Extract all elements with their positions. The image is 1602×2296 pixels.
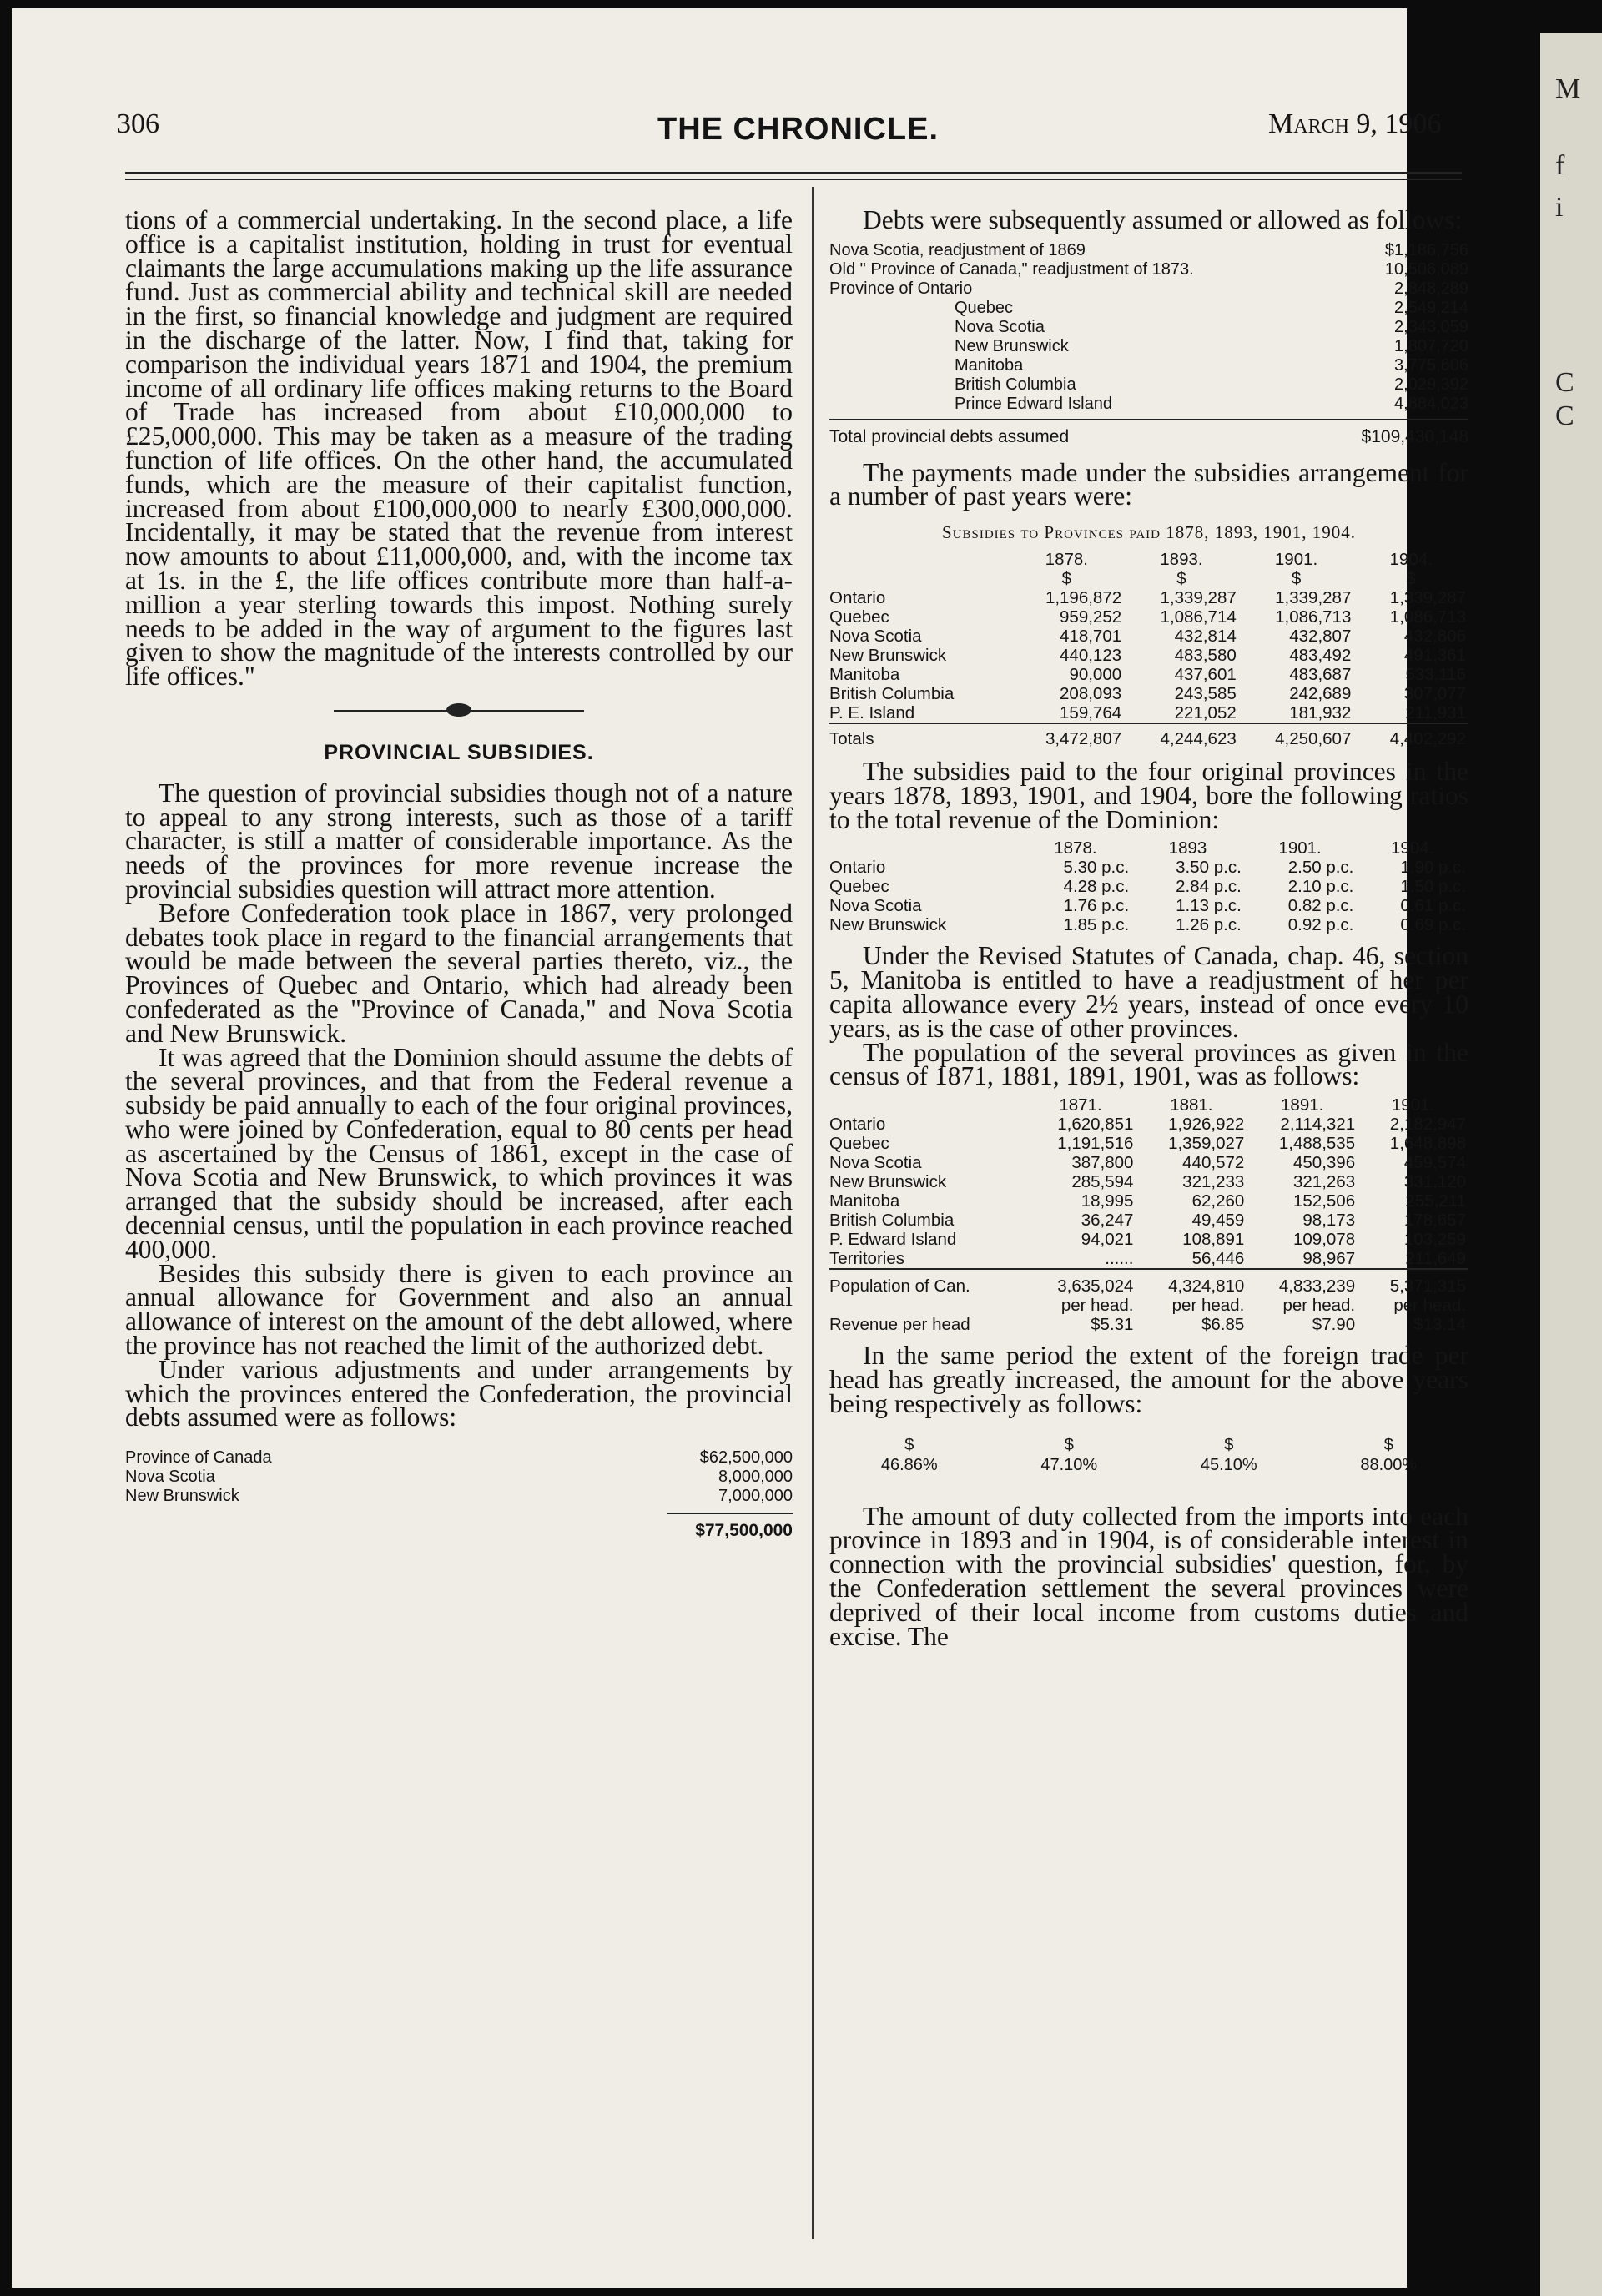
row-label: British Columbia [829,1211,955,1231]
cell-value: 255,211 [1405,1191,1466,1211]
cell-value: 36,247 [1081,1211,1134,1231]
row-label: P. E. Island [829,702,915,723]
cell-value: 1,488,535 [1278,1134,1356,1154]
total-value: 4,244,623 [1124,723,1239,748]
edge-fragment: C [1555,367,1574,398]
cell-value: 242,689 [1289,683,1352,703]
initial-debts-table [125,1448,793,1506]
debt-amount: 1,807,720 [1394,336,1468,355]
year-header-row [829,1095,1468,1115]
trade-value: 47.10% [1040,1455,1098,1474]
cell-value: 98,967 [1302,1249,1356,1269]
article-paragraph: The payments made under the subsidies arrangement for a number of past years were: [829,457,1468,511]
per-head-label: per head. [1282,1296,1356,1316]
total-value: 4,250,607 [1239,723,1354,748]
trade-value: 88.00% [1360,1455,1418,1474]
year-header: 1904. [1389,549,1433,569]
debt-amount: 10,506,089 [1384,259,1468,279]
row-label: Ontario [829,587,886,607]
right-column [829,205,1468,1651]
year-header: 1878. [1054,838,1097,858]
unit-cell: $ [1291,568,1302,588]
debt-label: Quebec [955,298,1014,317]
section-ornament [125,689,793,733]
cell-value: 109,078 [1293,1230,1356,1250]
edge-fragment: f [1555,150,1565,181]
table-row [829,260,1468,279]
article-paragraph: Before Confederation took place in 1867, very prolonged debates took place in regard to the financial arrangements that would be made between the several parties thereto, viz., the Provinces of Quebec and Ontario, which had already been confederated as the "Province of Canada," and Nova Scotia and New Brunswick. [125,898,793,1048]
newspaper-title: THE CHRONICLE. [657,112,939,147]
cell-value: 181,932 [1289,702,1352,723]
row-label: Ontario [829,858,886,878]
unit-row [829,569,1468,588]
debt-amount: $62,500,000 [699,1448,793,1468]
cell-value: 2.84 p.c. [1176,877,1242,897]
trade-value: 45.10% [1200,1455,1257,1474]
table-row [829,356,1468,375]
cell-value: 90,000 [1069,664,1122,684]
debt-label: Nova Scotia [955,317,1045,336]
cell-value: 56,446 [1191,1249,1245,1269]
cell-value: 3.50 p.c. [1176,858,1242,878]
table-row [829,337,1468,356]
per-head-row [829,1296,1468,1315]
table-row [829,375,1468,395]
unit-cell: $ [1406,568,1416,588]
year-header: 1878. [1045,549,1088,569]
table-row [829,1211,1468,1230]
cell-value: 5.30 p.c. [1063,858,1130,878]
year-header: 1893 [1168,838,1207,858]
year-header: 1904. [1391,838,1434,858]
row-label: New Brunswick [829,1172,947,1192]
per-head-label: per head. [1060,1296,1134,1316]
corner-cell [829,838,1020,858]
cell-value: 49,459 [1191,1211,1245,1231]
cell-value: 440,123 [1060,645,1122,665]
row-label: Manitoba [829,1191,900,1211]
cell-value: 1,620,851 [1057,1115,1134,1135]
cell-value: 208,093 [1060,683,1122,703]
total-value: 3,472,807 [1010,723,1125,748]
cell-value: 1.90 p.c. [1400,858,1466,878]
debt-label: Nova Scotia [125,1468,215,1487]
subsidies-table [829,550,1468,748]
table-row [829,703,1468,723]
debt-label: Province of Canada [125,1448,272,1468]
cell-value: 450,396 [1293,1153,1356,1173]
table-row [125,1487,793,1506]
revenue-row [829,1315,1468,1334]
cell-value: ...... [1105,1249,1134,1269]
cell-value: 533,116 [1405,664,1466,684]
cell-value: 1.50 p.c. [1400,877,1466,897]
year-header: 1901. [1278,838,1322,858]
debt-label: Nova Scotia, readjustment of 1869 [829,240,1086,259]
cell-value: 0.61 p.c. [1400,896,1466,916]
cell-value: 440,572 [1182,1153,1245,1173]
unit-cell: $ [1061,568,1072,588]
edge-fragment: M [1555,73,1581,104]
revenue-value: $6.85 [1201,1315,1245,1335]
cell-value: 4.28 p.c. [1063,877,1130,897]
cell-value: 62,260 [1191,1191,1245,1211]
year-header: 1893. [1160,549,1203,569]
cell-value: 211,931 [1405,702,1466,723]
unit-cell: $ [904,1435,914,1454]
table-row [829,395,1468,414]
cell-value: 491,361 [1403,645,1466,665]
year-header: 1871. [1059,1095,1102,1115]
cell-value: 437,601 [1174,664,1237,684]
cell-value: 2,182,947 [1389,1115,1466,1135]
table-row [829,915,1468,934]
table-row [829,1191,1468,1211]
unit-cell: $ [1383,1435,1393,1454]
cell-value: 1,648,898 [1389,1134,1466,1154]
table-row [829,241,1468,260]
article-paragraph: The amount of duty collected from the imports into each province in 1893 and in 1904, is of considerable interest in connection with the provincial subsidies' question, for, by the Confederation settlement the several provinces were deprived of their local income from customs duties and excise. The [829,1501,1468,1651]
article-paragraph: Besides this subsidy there is given to each province an annual allowance for Government and also an annual allowance of interest on the amount of the debt allowed, where the province has not reached the limit of the authorized debt. [125,1258,793,1361]
debt-amount: $1,186,756 [1384,240,1468,259]
row-label: Territories [829,1249,904,1269]
revenue-value: $7.90 [1312,1315,1356,1335]
row-label: Ontario [829,1115,886,1135]
debt-amount: 2,549,214 [1394,298,1468,317]
cell-value: 0.82 p.c. [1287,896,1354,916]
table-row [829,1153,1468,1172]
table-row [829,1115,1468,1134]
cell-value: 459,574 [1403,1153,1466,1173]
later-debts-total-label: Total provincial debts assumed [829,426,1070,446]
debt-amount: 8,000,000 [718,1468,793,1487]
row-label: New Brunswick [829,645,947,665]
column-divider [812,187,814,2239]
debt-label: New Brunswick [125,1487,239,1506]
table-row [829,1249,1468,1269]
table-row [829,1134,1468,1153]
cell-value: 1.13 p.c. [1176,896,1242,916]
cell-value: 178,657 [1403,1211,1466,1231]
cell-value: 331,120 [1403,1172,1466,1192]
debt-amount: 2,343,059 [1394,317,1468,336]
per-head-label: per head. [1171,1296,1245,1316]
cell-value: 483,580 [1174,645,1237,665]
table-row [829,318,1468,337]
table-row [829,646,1468,665]
article-paragraph: It was agreed that the Dominion should assume the debts of the several provinces, and that from the Federal revenue a subsidy be paid annually to each of the four original provinces, who were joined by Confederation, equal to 80 cents per head as ascertained by the Census of 1861, except in the case of Nova Scotia and New Brunswick, to which provinces it was arranged that the subsidy should be increased, after each decennial census, until the population in each province reached 400,000. [125,1042,793,1264]
article-paragraph: The question of provincial subsidies though not of a nature to appeal to any strong interests, such as those of a tariff character, is still a matter of considerable importance. As the needs of the provinces for more revenue increase the provincial subsidies question will attract more attention. [125,778,793,904]
debt-amount: 4,884,023 [1394,394,1468,413]
cell-value: 1,086,713 [1275,607,1352,627]
header-rule [125,172,1462,174]
row-label: Nova Scotia [829,626,922,646]
table-row [829,877,1468,896]
cell-value: 387,800 [1071,1153,1134,1173]
subsidies-caption: Subsidies to Provinces paid 1878, 1893, 1901, 1904. [942,522,1356,543]
cell-value: 307,077 [1403,683,1466,703]
table-row [829,1172,1468,1191]
cell-value: 432,806 [1403,626,1466,646]
section-heading: PROVINCIAL SUBSIDIES. [324,740,594,764]
row-label: Quebec [829,607,889,627]
cell-value: 285,594 [1071,1172,1134,1192]
issue-date: March 9, 1906 [1268,108,1442,139]
revenue-value: $5.31 [1091,1315,1134,1335]
sum-rule [668,1513,793,1514]
year-header: 1901. [1274,549,1318,569]
cell-value: 1,339,287 [1160,587,1237,607]
year-header: 1881. [1170,1095,1213,1115]
debt-label: Manitoba [955,355,1024,375]
cell-value: 321,263 [1293,1172,1356,1192]
corner-cell [829,1095,1025,1115]
population-table [829,1095,1468,1334]
table-row [829,607,1468,627]
article-paragraph: The population of the several provinces as given in the census of 1871, 1881, 1891, 1901, was as follows: [829,1037,1468,1091]
row-label: Nova Scotia [829,896,922,916]
debt-label: Province of Ontario [829,279,973,298]
cell-value: 1,086,714 [1160,607,1237,627]
year-header: 1891. [1281,1095,1324,1115]
debt-label: Old " Province of Canada," readjustment of 1873. [829,259,1194,279]
cell-value: 98,173 [1302,1211,1356,1231]
table-row [829,627,1468,646]
debt-amount: 3,775,606 [1394,355,1468,375]
later-debts-table [829,241,1468,414]
cell-value: 2,114,321 [1280,1115,1356,1135]
cell-value: 159,764 [1060,702,1122,723]
table-row [829,279,1468,299]
debt-amount: 7,000,000 [718,1487,793,1506]
edge-fragment: C [1555,400,1574,431]
population-total: 4,833,239 [1247,1269,1358,1296]
row-label: Nova Scotia [829,1153,922,1173]
corner-cell [829,569,1010,588]
cell-value: 1,086,713 [1389,607,1466,627]
article-paragraph: Under various adjustments and under arrangements by which the provinces entered the Confederation, the provincial debts assumed were as follows: [125,1354,793,1432]
cell-value: 1,196,872 [1045,587,1122,607]
cell-value: 0.69 p.c. [1400,915,1466,935]
cell-value: 221,052 [1174,702,1237,723]
trade-value: 46.86% [880,1455,938,1474]
table-row [829,684,1468,703]
header-rule [125,179,1462,180]
later-debts-total-row [829,419,1468,450]
cell-value: 243,585 [1174,683,1237,703]
table-row [829,1230,1468,1249]
edge-fragment: i [1555,192,1564,223]
table-row [829,858,1468,877]
unit-cell: $ [1064,1435,1074,1454]
cell-value: 483,687 [1289,664,1352,684]
population-total: 5,371,315 [1358,1269,1468,1296]
debt-label: Prince Edward Island [955,394,1112,413]
article-paragraph: Under the Revised Statutes of Canada, chap. 46, section 5, Manitoba is entitled to have a readjustment of her per capita allowance every 2½ years, instead of once every 10 years, as is the case of other provinces. [829,941,1468,1043]
cell-value: 959,252 [1060,607,1122,627]
debt-label: British Columbia [955,375,1076,394]
debt-amount: 2,029,392 [1394,375,1468,394]
row-label: New Brunswick [829,915,947,935]
cell-value: 2.50 p.c. [1287,858,1354,878]
unit-row [829,1435,1468,1455]
totals-row [829,723,1468,748]
cell-value: 1,926,922 [1168,1115,1245,1135]
year-header-row [829,838,1468,858]
cell-value: 108,891 [1182,1230,1245,1250]
article-paragraph: tions of a commercial undertaking. In the second place, a life office is a capitalist institution, holding in trust for eventual claimants the large accumulations making up the life assurance fund. Just as commercial ability and technical skill are needed in the first, so financial knowledge and judgment are required in the discharge of the latter. Now, I find that, taking for comparison the individual years 1871 and 1904, the premium income of all ordinary life offices making returns to the Board of Trade has increased from about £10,000,000 to £25,000,000. This may be taken as a measure of the trading function of life offices. On the other hand, the accumulated funds, which are the measure of their capitalist function, increased from about £100,000,000 to nearly £300,000,000. Incidentally, it may be stated that the revenue from interest now amounts to about £11,000,000, and, with the income tax at 1s. in the £, the life offices contribute more than half-a-million a year sterling towards this impost. Nothing surely needs to be added in the way of argument to the figures last given to show the magnitude of the interests controlled by our life offices." [125,205,793,692]
cell-value: 1,359,027 [1168,1134,1245,1154]
initial-debts-total: $77,500,000 [695,1521,793,1541]
cell-value: 1,339,287 [1275,587,1352,607]
cell-value: 152,506 [1293,1191,1356,1211]
table-row [125,1448,793,1468]
trade-row [829,1455,1468,1475]
cell-value: 0.92 p.c. [1287,915,1354,935]
trade-table [829,1435,1468,1475]
revenue-label: Revenue per head [829,1315,970,1335]
population-total-row [829,1269,1468,1296]
cell-value: 432,814 [1174,626,1237,646]
cell-value: 94,021 [1081,1230,1134,1250]
cell-value: 1,339,287 [1389,587,1466,607]
cell-value: 2.10 p.c. [1287,877,1354,897]
table-row [829,896,1468,915]
ratios-table [829,838,1468,934]
cell-value: 432,807 [1289,626,1352,646]
population-total-label: Population of Can. [829,1269,1025,1296]
total-value: 4,402,292 [1353,723,1468,748]
cell-value: 103,259 [1403,1230,1466,1250]
table-row [829,588,1468,607]
row-label: Manitoba [829,664,900,684]
left-column [125,205,793,1543]
population-total: 3,635,024 [1025,1269,1136,1296]
corner-cell [829,550,1010,569]
year-header: 1901. [1391,1095,1435,1115]
cell-value: 483,492 [1289,645,1352,665]
totals-label: Totals [829,723,1010,748]
debt-amount: 2,848,289 [1394,279,1468,298]
table-row [829,665,1468,684]
cell-value: 211,649 [1405,1249,1466,1269]
corner-cell [829,1296,1025,1315]
debt-label: New Brunswick [955,336,1069,355]
revenue-value: $13.14 [1413,1315,1466,1335]
later-debts-total: $109,430,148 [1361,426,1468,446]
row-label: Quebec [829,877,889,897]
cell-value: 18,995 [1081,1191,1134,1211]
cell-value: 1.76 p.c. [1063,896,1130,916]
row-label: Quebec [829,1134,889,1154]
per-head-label: per head. [1393,1296,1466,1316]
page-number: 306 [117,108,159,139]
article-paragraph: Debts were subsequently assumed or allowed as follows: [863,205,1463,234]
row-label: British Columbia [829,683,955,703]
article-paragraph: The subsidies paid to the four original provinces in the years 1878, 1893, 1901, and 1904, bore the following ratios to the total revenue of the Dominion: [829,756,1468,834]
population-total: 4,324,810 [1136,1269,1247,1296]
unit-cell: $ [1176,568,1186,588]
unit-cell: $ [1224,1435,1234,1454]
adjacent-page-edge [1540,33,1602,2296]
cell-value: 1.26 p.c. [1176,915,1242,935]
table-row [125,1468,793,1487]
cell-value: 1,191,516 [1057,1134,1134,1154]
article-paragraph: In the same period the extent of the foreign trade per head has greatly increased, the amount for the above years being respectively as follows: [829,1341,1468,1418]
year-header-row [829,550,1468,569]
cell-value: 418,701 [1060,626,1122,646]
row-label: P. Edward Island [829,1230,957,1250]
cell-value: 1.85 p.c. [1063,915,1130,935]
table-row [829,299,1468,318]
cell-value: 321,233 [1182,1172,1245,1192]
